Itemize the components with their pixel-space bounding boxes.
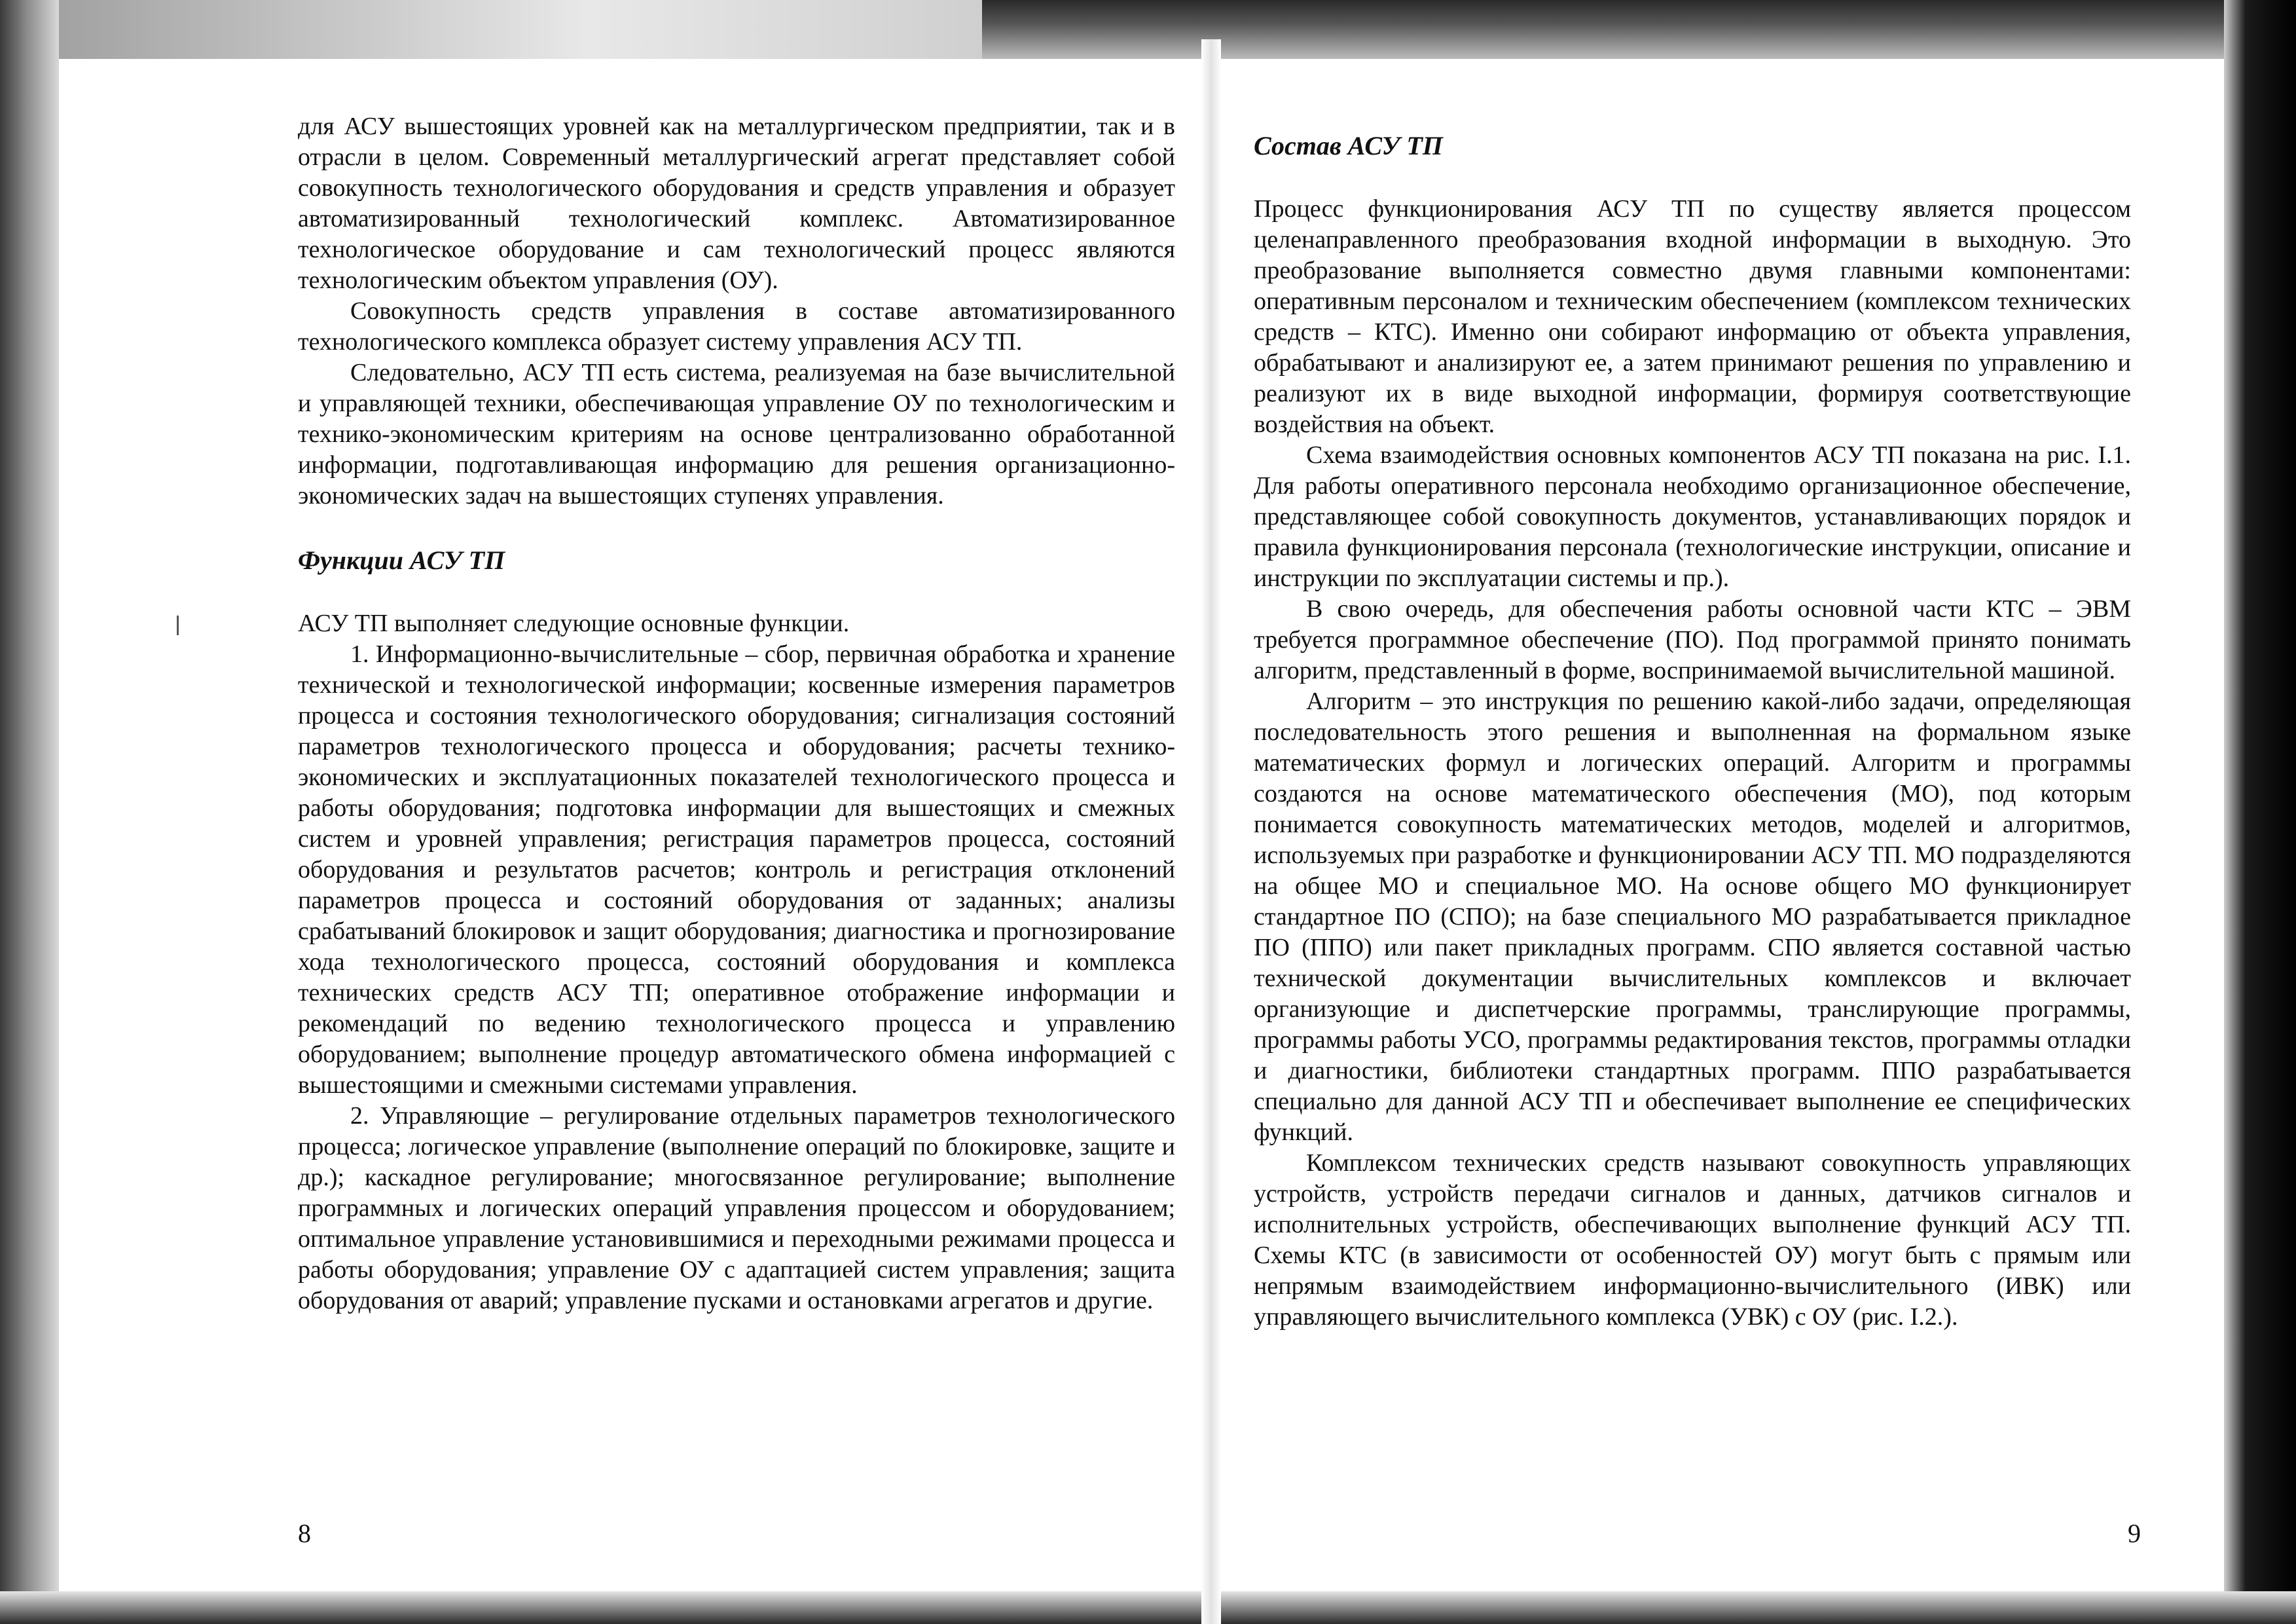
right-paragraph-2: Схема взаимодействия основных компонентов АСУ ТП показана на рис. I.1. Для работы оперативного персонала необходимо организационное обеспечение, представляющее собой совокупность документов, устанавливающих порядок и правила функционирования персонала (технологические инструкции, описание и инструкции по эксплуатации системы и пр.). [1254, 441, 2131, 592]
scan-edge-left [0, 0, 59, 1624]
left-paragraph-2: Совокупность средств управления в составе автоматизированного технологического комплекса образует систему управления АСУ ТП. [298, 297, 1175, 356]
section-heading-composition: Состав АСУ ТП [1254, 131, 1443, 160]
right-paragraph-4: Алгоритм – это инструкция по решению какой-либо задачи, определяющая последовательность этого решения и выполненная на формальном языке математических формул и логических операций. Алгоритм и программы создаются на основе математического обеспечения (МО), под которым понимается совокупность математических методов, моделей и алгоритмов, используемых при разработке и функционировании АСУ ТП. МО подразделяются на общее МО и специальное МО. На основе общего МО функционирует стандартное ПО (СПО); на базе специального МО разрабатывается прикладное ПО (ППО) или пакет прикладных программ. СПО является составной частью технической документации вычислительных комплексов и включает организующие и диспетчерские программы, транслирующие программы, программы работы УСО, программы редактирования текстов, программы отладки и диагностики, библиотеки стандартных программ. ППО разрабатывается специально для данной АСУ ТП и обеспечивает выполнение ее специфических функций. [1254, 688, 2131, 1146]
section-heading-functions: Функции АСУ ТП [298, 545, 505, 575]
right-paragraph-5: Комплексом технических средств называют совокупность управляющих устройств, устройств передачи сигналов и данных, датчиков сигналов и исполнительных устройств, обеспечивающих выполнение функций АСУ ТП. Схемы КТС (в зависимости от особенностей ОУ) могут быть с прямым или непрямым взаимодействием информационно-вычислительного (ИВК) или управляющего вычислительного комплекса (УВК) с ОУ (рис. I.2.). [1254, 1149, 2131, 1331]
right-paragraph-1: Процесс функционирования АСУ ТП по существу является процессом целенаправленного преобразования входной информации в выходную. Это преобразование выполняется совместно двумя главными компонентами: оперативным персоналом и техническим обеспечением (комплексом технических средств – КТС). Именно они собирают информацию от объекта управления, обрабатывают и анализируют ее, а затем принимают решения по управлению и реализуют их в виде выходной информации, формируя соответствующие воздействия на объект. [1254, 195, 2131, 438]
left-paragraph-5: 1. Информационно-вычислительные – сбор, первичная обработка и хранение технической и технологической информации; косвенные измерения параметров процесса и состояния технологического оборудования; сигнализация состояний параметров технологического процесса и оборудования; расчеты технико-экономических и эксплуатационных показателей технологического процесса и работы оборудования; подготовка информации для вышестоящих и смежных систем и уровней управления; регистрация параметров процесса, состояний оборудования и результатов расчетов; контроль и регистрация отклонений параметров процесса и состояний оборудования от заданных; анализы срабатываний блокировок и защит оборудования; диагностика и прогнозирование хода технологического процесса, состояний оборудования и комплекса технических средств АСУ ТП; оперативное отображение информации и рекомендаций по ведению технологического процесса и управлению оборудованием; выполнение процедур автоматического обмена информацией с вышестоящими и смежными системами управления. [298, 640, 1175, 1099]
book-gutter [1201, 39, 1221, 1624]
scan-edge-bottom [0, 1591, 2296, 1624]
left-paragraph-1: для АСУ вышестоящих уровней как на металлургическом предприятии, так и в отрасли в целом. Современный металлургический агрегат представляет собой совокупность технологического оборудования и средств управления и образует автоматизированный технологический комплекс. Автоматизированное технологическое оборудование и сам технологический процесс являются технологическим объектом управления (ОУ). [298, 113, 1175, 294]
right-page [1254, 111, 2131, 1333]
page-number-right: 9 [2128, 1519, 2141, 1548]
punch-mark [177, 616, 179, 635]
left-paragraph-3: Следовательно, АСУ ТП есть система, реализуемая на базе вычислительной и управляющей техники, обеспечивающая управление ОУ по технологическим и технико-экономическим критериям на основе централизованно обработанной информации, подготавливающая информацию для решения организационно-экономических задач на вышестоящих ступенях управления. [298, 359, 1175, 509]
scan-edge-top-light [0, 0, 982, 59]
page-number-left: 8 [298, 1519, 311, 1548]
right-paragraph-3: В свою очередь, для обеспечения работы основной части КТС – ЭВМ требуется программное обеспечение (ПО). Под программой принято понимать алгоритм, представленный в форме, воспринимаемой вычислительной машиной. [1254, 595, 2131, 684]
left-paragraph-4: АСУ ТП выполняет следующие основные функции. [298, 610, 850, 637]
left-page [298, 111, 1175, 1316]
scan-edge-right [2224, 0, 2296, 1624]
left-paragraph-6: 2. Управляющие – регулирование отдельных параметров технологического процесса; логическое управление (выполнение операций по блокировке, защите и др.); каскадное регулирование; многосвязанное регулирование; выполнение программных и логических операций управления процессом и оборудованием; оптимальное управление установившимися и переходными режимами процесса и работы оборудования; управление ОУ с адаптацией систем управления; защита оборудования от аварий; управление пусками и остановками агрегатов и другие. [298, 1102, 1175, 1314]
